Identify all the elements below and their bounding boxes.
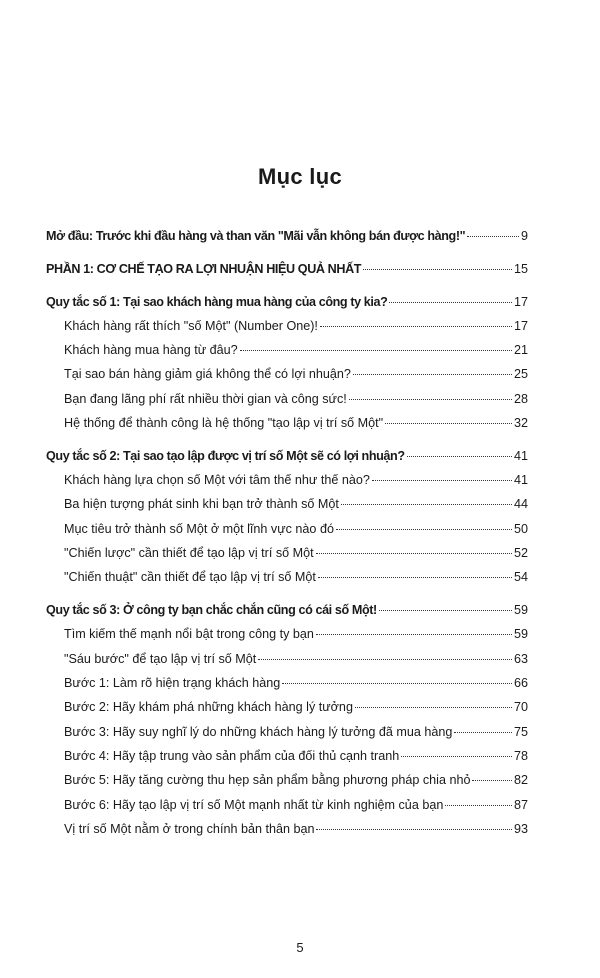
toc-entry-title: Hệ thống để thành công là hệ thống "tạo lập vị trí số Một" — [64, 416, 384, 431]
toc-entry-page: 52 — [513, 546, 528, 561]
toc-entry-page: 50 — [513, 521, 528, 536]
toc-entry — [46, 473, 528, 497]
toc-entry-title: Bạn đang lãng phí rất nhiều thời gian và công sức! — [64, 391, 347, 406]
toc-entry-title: Tại sao bán hàng giảm giá không thể có lợi nhuận? — [64, 367, 351, 382]
toc-leader-dots — [240, 349, 512, 351]
toc-entry — [46, 319, 528, 343]
toc-leader-dots — [341, 503, 512, 505]
toc-entry — [46, 229, 528, 253]
toc-leader-dots — [407, 455, 512, 457]
toc-entry-title: Bước 3: Hãy suy nghĩ lý do những khách hàng lý tưởng đã mua hàng — [64, 724, 453, 739]
toc-leader-dots — [389, 301, 512, 303]
toc-entry-page: 44 — [513, 497, 528, 512]
toc-leader-dots — [336, 528, 512, 530]
toc-entry — [46, 676, 528, 700]
toc-entry — [46, 822, 528, 846]
toc-leader-dots — [316, 633, 512, 635]
toc-entry-page: 21 — [513, 343, 528, 358]
toc-entry-title: "Sáu bước" để tạo lập vị trí số Một — [64, 651, 257, 666]
toc-entry-title: PHẦN 1: CƠ CHẾ TẠO RA LỢI NHUẬN HIỆU QUẢ NHẤT — [46, 261, 362, 276]
toc-entry-page: 75 — [513, 724, 528, 739]
toc-entry-title: Bước 6: Hãy tạo lập vị trí số Một mạnh nhất từ kinh nghiệm của bạn — [64, 797, 444, 812]
toc-entry-page: 41 — [513, 448, 528, 463]
toc-entry — [46, 570, 528, 594]
page-number: 5 — [296, 940, 304, 955]
toc-leader-dots — [445, 804, 512, 806]
toc-entry-title: Khách hàng lựa chọn số Một với tâm thế như thế nào? — [64, 473, 370, 488]
toc-entry-title: Vị trí số Một nằm ở trong chính bản thân bạn — [64, 821, 315, 836]
toc-entry-title: Bước 1: Làm rõ hiện trạng khách hàng — [64, 676, 281, 691]
toc-entry — [46, 416, 528, 440]
toc-leader-dots — [320, 325, 512, 327]
toc-entry-page: 28 — [513, 391, 528, 406]
toc-entry — [46, 497, 528, 521]
toc-entry-page: 78 — [513, 748, 528, 763]
toc-entry-page: 17 — [513, 318, 528, 333]
toc-leader-dots — [316, 828, 512, 830]
toc-leader-dots — [472, 779, 512, 781]
toc-entry-page: 63 — [513, 651, 528, 666]
toc-entry-page: 41 — [513, 473, 528, 488]
toc-entry-title: Mở đầu: Trước khi đầu hàng và than văn "Mãi vẫn không bán được hàng!" — [46, 229, 466, 243]
toc-entry-title: Bước 4: Hãy tập trung vào sản phẩm của đối thủ cạnh tranh — [64, 748, 400, 763]
toc-entry-title: Tìm kiếm thế mạnh nổi bật trong công ty bạn — [64, 627, 314, 642]
toc-leader-dots — [355, 706, 512, 708]
toc-entry — [46, 262, 528, 286]
toc-leader-dots — [353, 373, 512, 375]
toc-entry-page: 17 — [513, 294, 528, 309]
toc-entry — [46, 522, 528, 546]
page-title: Mục lục — [258, 164, 342, 189]
toc-entry-title: Khách hàng rất thích "số Một" (Number One)! — [64, 318, 318, 333]
toc-entry-page: 59 — [513, 627, 528, 642]
toc-entry-title: Bước 2: Hãy khám phá những khách hàng lý tưởng — [64, 700, 353, 715]
toc-entry-title: "Chiến lược" cần thiết để tạo lập vị trí số Một — [64, 546, 314, 561]
toc-entry — [46, 343, 528, 367]
toc-entry — [46, 392, 528, 416]
toc-entry — [46, 798, 528, 822]
toc-entry — [46, 725, 528, 749]
toc-entry — [46, 652, 528, 676]
toc-entry-page: 9 — [520, 229, 528, 243]
toc-entry-page: 25 — [513, 367, 528, 382]
toc-entry-title: "Chiến thuật" cần thiết để tạo lập vị trí số Một — [64, 570, 316, 585]
toc-leader-dots — [316, 552, 512, 554]
toc-entry-page: 54 — [513, 570, 528, 585]
toc-entry — [46, 295, 528, 319]
toc-entry-title: Khách hàng mua hàng từ đâu? — [64, 343, 238, 358]
toc-leader-dots — [401, 755, 512, 757]
toc-entry — [46, 367, 528, 391]
table-of-contents — [46, 229, 528, 846]
toc-entry-title: Quy tắc số 2: Tại sao tạo lập được vị trí số Một sẽ có lợi nhuận? — [46, 448, 405, 463]
toc-leader-dots — [379, 609, 512, 611]
toc-entry — [46, 749, 528, 773]
toc-leader-dots — [282, 682, 512, 684]
toc-entry-title: Mục tiêu trở thành số Một ở một lĩnh vực nào đó — [64, 521, 334, 536]
toc-entry — [46, 449, 528, 473]
toc-leader-dots — [258, 658, 512, 660]
toc-entry-page: 82 — [513, 773, 528, 788]
toc-leader-dots — [454, 731, 512, 733]
toc-entry-title: Ba hiện tượng phát sinh khi bạn trở thành số Một — [64, 497, 339, 512]
toc-entry-page: 59 — [513, 603, 528, 618]
toc-entry-title: Quy tắc số 1: Tại sao khách hàng mua hàng của công ty kia? — [46, 294, 388, 309]
toc-leader-dots — [318, 576, 512, 578]
toc-leader-dots — [467, 235, 519, 237]
toc-entry-page: 32 — [513, 416, 528, 431]
toc-entry-title: Quy tắc số 3: Ở công ty bạn chắc chắn cũng có cái số Một! — [46, 603, 377, 618]
toc-entry-page: 70 — [513, 700, 528, 715]
toc-entry — [46, 546, 528, 570]
toc-entry — [46, 773, 528, 797]
toc-entry — [46, 603, 528, 627]
toc-leader-dots — [349, 398, 512, 400]
toc-leader-dots — [385, 422, 512, 424]
toc-entry-page: 87 — [513, 797, 528, 812]
toc-entry — [46, 700, 528, 724]
toc-leader-dots — [363, 268, 512, 270]
toc-entry-page: 66 — [513, 676, 528, 691]
toc-entry-page: 93 — [513, 821, 528, 836]
toc-leader-dots — [372, 479, 512, 481]
toc-entry-title: Bước 5: Hãy tăng cường thu hẹp sản phẩm bằng phương pháp chia nhỏ — [64, 773, 471, 788]
toc-entry-page: 15 — [513, 261, 528, 276]
toc-entry — [46, 627, 528, 651]
